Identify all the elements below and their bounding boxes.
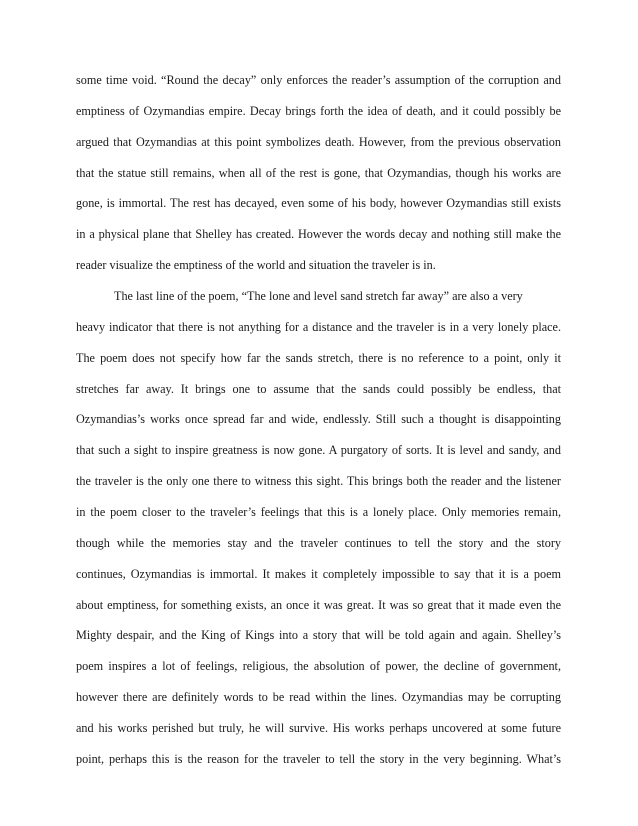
text-line: that such a sight to inspire greatness is now gone. A purgatory of sorts. It is level and sandy, and	[76, 443, 561, 457]
text-line: emptiness of Ozymandias empire. Decay brings forth the idea of death, and it could possibly be	[76, 104, 561, 118]
text-line: argued that Ozymandias at this point symbolizes death. However, from the previous observation	[76, 135, 561, 149]
text-line: in a physical plane that Shelley has created. However the words decay and nothing still make the	[76, 227, 561, 241]
text-line: in the poem closer to the traveler’s feelings that this is a lonely place. Only memories remain,	[76, 505, 561, 519]
text-line: reader visualize the emptiness of the world and situation the traveler is in.	[76, 258, 436, 272]
text-line: Mighty despair, and the King of Kings into a story that will be told again and again. Shelley’s	[76, 628, 561, 642]
text-line: poem inspires a lot of feelings, religious, the absolution of power, the decline of government,	[76, 659, 561, 673]
text-line: however there are definitely words to be read within the lines. Ozymandias may be corrupting	[76, 690, 561, 704]
text-line: stretches far away. It brings one to assume that the sands could possibly be endless, that	[76, 382, 561, 396]
text-line: gone, is immortal. The rest has decayed, even some of his body, however Ozymandias still exists	[76, 196, 561, 210]
text-line: continues, Ozymandias is immortal. It makes it completely impossible to say that it is a poem	[76, 567, 561, 581]
text-line: that the statue still remains, when all of the rest is gone, that Ozymandias, though his works are	[76, 166, 561, 180]
text-line: point, perhaps this is the reason for the traveler to tell the story in the very beginning. What’s	[76, 752, 561, 766]
text-line: The poem does not specify how far the sands stretch, there is no reference to a point, only it	[76, 351, 561, 365]
text-line: heavy indicator that there is not anything for a distance and the traveler is in a very lonely place.	[76, 320, 561, 334]
text-line: some time void. “Round the decay” only enforces the reader’s assumption of the corruption and	[76, 73, 561, 87]
text-line: the traveler is the only one there to witness this sight. This brings both the reader and the listener	[76, 474, 561, 488]
text-line: Ozymandias’s works once spread far and wide, endlessly. Still such a thought is disappointing	[76, 412, 561, 426]
text-line: The last line of the poem, “The lone and level sand stretch far away” are also a very	[114, 289, 523, 303]
text-line: about emptiness, for something exists, an once it was great. It was so great that it made even the	[76, 598, 561, 612]
text-line: though while the memories stay and the traveler continues to tell the story and the story	[76, 536, 561, 550]
text-line: and his works perished but truly, he will survive. His works perhaps uncovered at some future	[76, 721, 561, 735]
